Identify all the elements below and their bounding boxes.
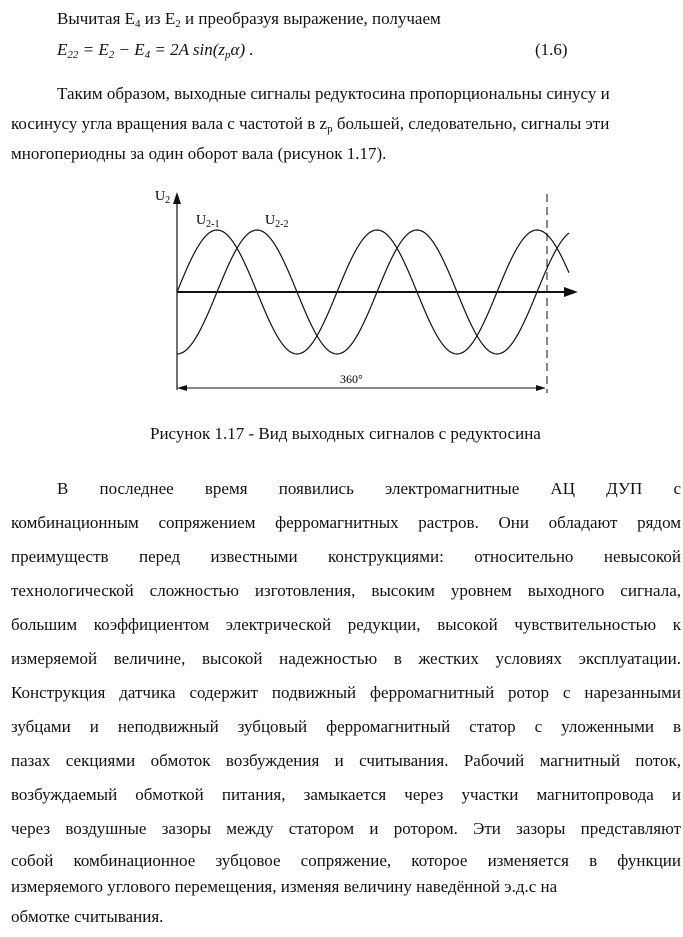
span-label: 360° [340, 372, 363, 386]
equation-number: (1.6) [535, 40, 568, 59]
formula-sub-a: 22 [67, 49, 79, 61]
formula-part-d: = 2A sin(z [150, 40, 226, 59]
formula-part-b: = E [78, 40, 109, 59]
para1-line2-post: большей, следовательно, сигналы эти [332, 114, 610, 133]
intro-text-3: и преобразуя выражение, получаем [180, 9, 441, 28]
formula-part-a: E [57, 40, 68, 59]
intro-line [57, 8, 441, 30]
x-axis-arrow [564, 287, 578, 297]
para2-line: преимуществ перед известными конструкциями: относительно невысокой [11, 547, 681, 566]
para2-line: Конструкция датчика содержит подвижный ферромагнитный ротор с нарезанными [11, 683, 681, 702]
intro-text-1: Вычитая E [57, 9, 136, 28]
formula-sub-b: 2 [108, 49, 115, 61]
formula-part-e: α) . [230, 40, 254, 59]
para1-line2-pre: косинусу угла вращения вала с частотой в z [11, 114, 328, 133]
para2-line: измеряемого углового перемещения, изменяя величину наведённой э.д.с на [11, 877, 558, 896]
para1-line1: Таким образом, выходные сигналы редуктосина пропорциональны синусу и [57, 84, 610, 103]
y-axis-label: $U_2$ [155, 189, 171, 206]
para2-line: большим коэффициентом электрической редукции, высокой чувствительностью к [11, 615, 681, 634]
intro-sub-1: 4 [135, 18, 141, 30]
signal-figure [150, 178, 590, 403]
curve1-label: $U_{2-1}$ [196, 213, 220, 230]
formula-sub-d: p [225, 49, 231, 61]
para2-line: возбуждаемый обмоткой питания, замыкается через участки магнитопровода и [11, 785, 681, 804]
para2-line: В последнее время появились электромагнитные АЦ ДУП с [57, 479, 681, 498]
para1-line3: многопериодны за один оборот вала (рисунок 1.17). [11, 144, 387, 163]
para2-line: пазах секциями обмоток возбуждения и считывания. Рабочий магнитный поток, [11, 751, 681, 770]
span-arrow-left [177, 385, 187, 391]
formula-sub-c: 4 [144, 49, 151, 61]
para1-line2-sub: p [327, 123, 333, 135]
para2-line: зубцами и неподвижный зубцовый ферромагнитный статор с уложенными в [11, 717, 681, 736]
para2-line: комбинационным сопряжением ферромагнитных растров. Они обладают рядом [11, 513, 681, 532]
para2-line: технологической сложностью изготовления, высоким уровнем выходного сигнала, [11, 581, 681, 600]
para2-line: измеряемой величине, высокой надежностью в жестких условиях эксплуатации. [11, 649, 681, 668]
span-arrow-right [536, 385, 546, 391]
formula-part-c: − E [114, 40, 145, 59]
para2-line: собой комбинационное зубцовое сопряжение, которое изменяется в функции [11, 851, 681, 870]
para1-line2 [11, 113, 609, 135]
para2-line: через воздушные зазоры между статором и ротором. Эти зазоры представляют [11, 819, 681, 838]
curve2-label: $U_{2-2}$ [265, 213, 289, 230]
intro-sub-2: 2 [175, 18, 181, 30]
figure-caption: Рисунок 1.17 - Вид выходных сигналов с редуктосина [150, 424, 541, 443]
y-axis-arrow [173, 192, 181, 204]
formula [57, 40, 254, 60]
intro-text-2: из E [140, 9, 176, 28]
para2-last-line: обмотке считывания. [11, 907, 164, 926]
